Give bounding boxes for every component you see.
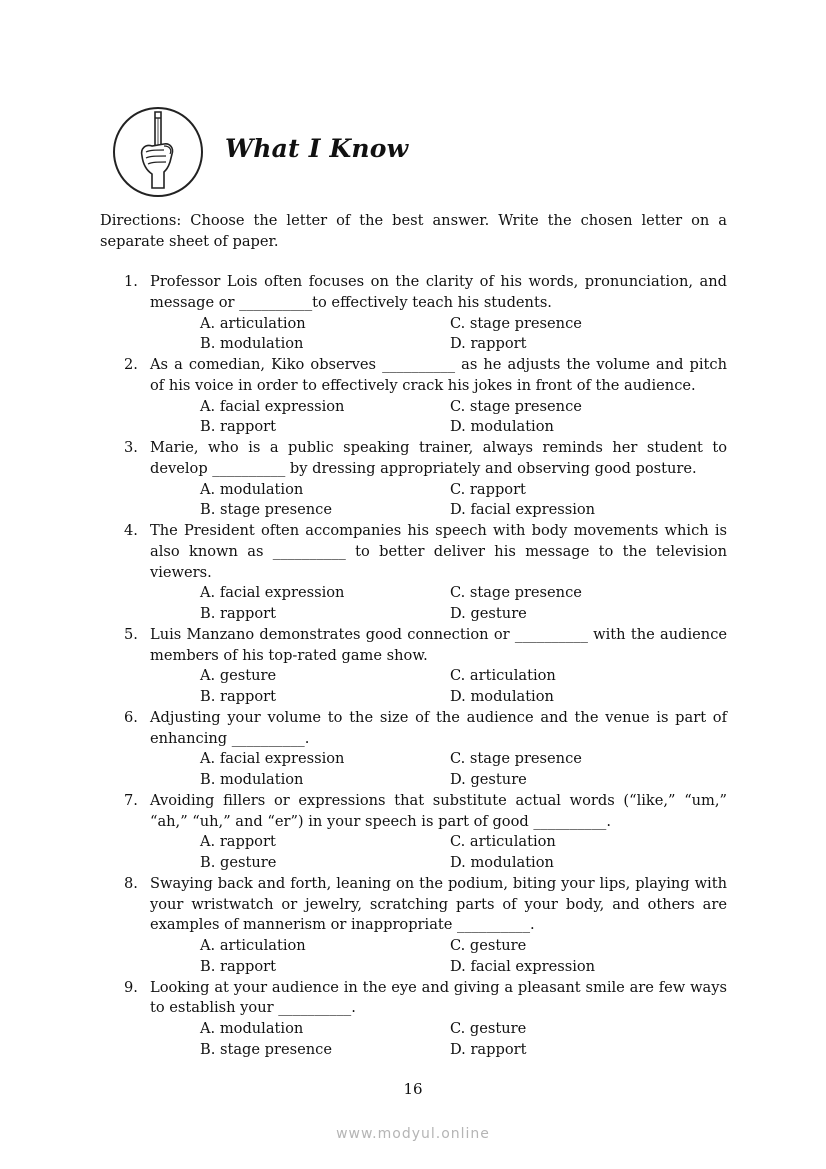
question-text: Professor Lois often focuses on the clarity of his words, pronunciation, and message or __________to effectively teach his students.: [150, 273, 727, 311]
answer-choice: D. gesture: [450, 605, 527, 622]
question-item: [100, 521, 727, 625]
answer-choice: C. gesture: [450, 937, 527, 954]
answer-choices: [150, 749, 727, 791]
answer-choice: A. articulation: [200, 314, 306, 332]
answer-choice: D. modulation: [450, 854, 554, 871]
answer-choice: C. stage presence: [450, 750, 582, 768]
answer-choices: [150, 666, 727, 708]
answer-choice: D. rapport: [450, 335, 527, 353]
answer-choice: B. stage presence: [200, 501, 332, 519]
answer-choice: C. gesture: [450, 1020, 527, 1037]
answer-choice: C. stage presence: [450, 397, 582, 415]
answer-choice: B. modulation: [200, 335, 304, 353]
question-number: 1.: [124, 273, 138, 290]
answer-choice: B. rapport: [200, 605, 276, 622]
question-text: Looking at your audience in the eye and giving a pleasant smile are few ways to establish your __________.: [150, 978, 727, 1017]
answer-choice: D. modulation: [450, 418, 554, 436]
answer-choice: B. stage presence: [200, 1040, 332, 1058]
answer-choice: B. rapport: [200, 957, 276, 975]
answer-choice: A. modulation: [200, 480, 304, 498]
answer-choice: B. modulation: [200, 771, 304, 788]
question-text: Adjusting your volume to the size of the audience and the venue is part of enhancing __________.: [150, 708, 727, 747]
question-item: [100, 625, 727, 708]
question-number: 9.: [124, 978, 138, 996]
answer-choice: D. facial expression: [450, 957, 596, 975]
answer-choice: D. facial expression: [450, 501, 596, 519]
answer-choices: [150, 314, 727, 356]
page-title: What I Know: [225, 134, 409, 163]
answer-choices: [150, 397, 727, 439]
answer-choice: A. facial expression: [200, 397, 345, 415]
question-item: [100, 438, 727, 521]
answer-choice: C. rapport: [450, 480, 526, 498]
question-number: 7.: [124, 791, 138, 809]
answer-choices: [150, 583, 727, 625]
answer-choice: A. gesture: [200, 667, 277, 685]
answer-choices: [150, 1019, 727, 1061]
question-number: 3.: [124, 439, 138, 456]
question-text: Avoiding fillers or expressions that substitute actual words (“like,” “um,” “ah,” “uh,” and “er”) in your speech is part of good __________.: [150, 791, 727, 830]
answer-choice: A. modulation: [200, 1020, 304, 1037]
answer-choices: [150, 936, 727, 978]
answer-choice: A. facial expression: [200, 584, 345, 602]
question-text: Swaying back and forth, leaning on the podium, biting your lips, playing with your wristwatch or jewelry, scratching parts of your body, and others are examples of mannerism or inappropriate __________.: [150, 874, 727, 934]
answer-choices: [150, 832, 727, 874]
answer-choice: C. articulation: [450, 667, 556, 685]
question-number: 8.: [124, 874, 138, 892]
watermark: www.modyul.online: [336, 1126, 490, 1142]
answer-choice: A. articulation: [200, 937, 306, 954]
question-item: [100, 978, 727, 1061]
question-number: 5.: [124, 625, 138, 643]
directions-text: Directions: Choose the letter of the best answer. Write the chosen letter on a separate sheet of paper.: [100, 212, 727, 250]
question-item: [100, 272, 727, 355]
question-list: [100, 272, 727, 1061]
question-number: 2.: [124, 356, 138, 373]
answer-choice: D. modulation: [450, 688, 554, 705]
answer-choice: A. rapport: [200, 833, 276, 851]
answer-choices: [150, 480, 727, 522]
question-number: 4.: [124, 522, 138, 539]
page-number: 16: [403, 1080, 423, 1098]
answer-choice: C. articulation: [450, 833, 556, 851]
answer-choice: B. gesture: [200, 854, 277, 871]
hand-holding-pencil-icon: [112, 106, 204, 198]
answer-choice: D. gesture: [450, 771, 527, 788]
question-text: Marie, who is a public speaking trainer, always reminds her student to develop __________ by dressing appropriately and observing good posture.: [150, 439, 727, 477]
answer-choice: C. stage presence: [450, 584, 582, 602]
answer-choice: B. rapport: [200, 688, 276, 705]
question-text: Luis Manzano demonstrates good connection or __________ with the audience members of his top-rated game show.: [150, 625, 727, 664]
question-item: [100, 874, 727, 978]
question-item: [100, 708, 727, 791]
question-item: [100, 355, 727, 438]
question-text: The President often accompanies his speech with body movements which is also known as __________ to better deliver his message to the television viewers.: [150, 522, 727, 581]
answer-choice: B. rapport: [200, 418, 276, 436]
question-text: As a comedian, Kiko observes __________ as he adjusts the volume and pitch of his voice in order to effectively crack his jokes in front of the audience.: [150, 356, 727, 394]
question-number: 6.: [124, 708, 138, 726]
question-item: [100, 791, 727, 874]
answer-choice: C. stage presence: [450, 314, 582, 332]
answer-choice: D. rapport: [450, 1040, 527, 1058]
answer-choice: A. facial expression: [200, 750, 345, 768]
